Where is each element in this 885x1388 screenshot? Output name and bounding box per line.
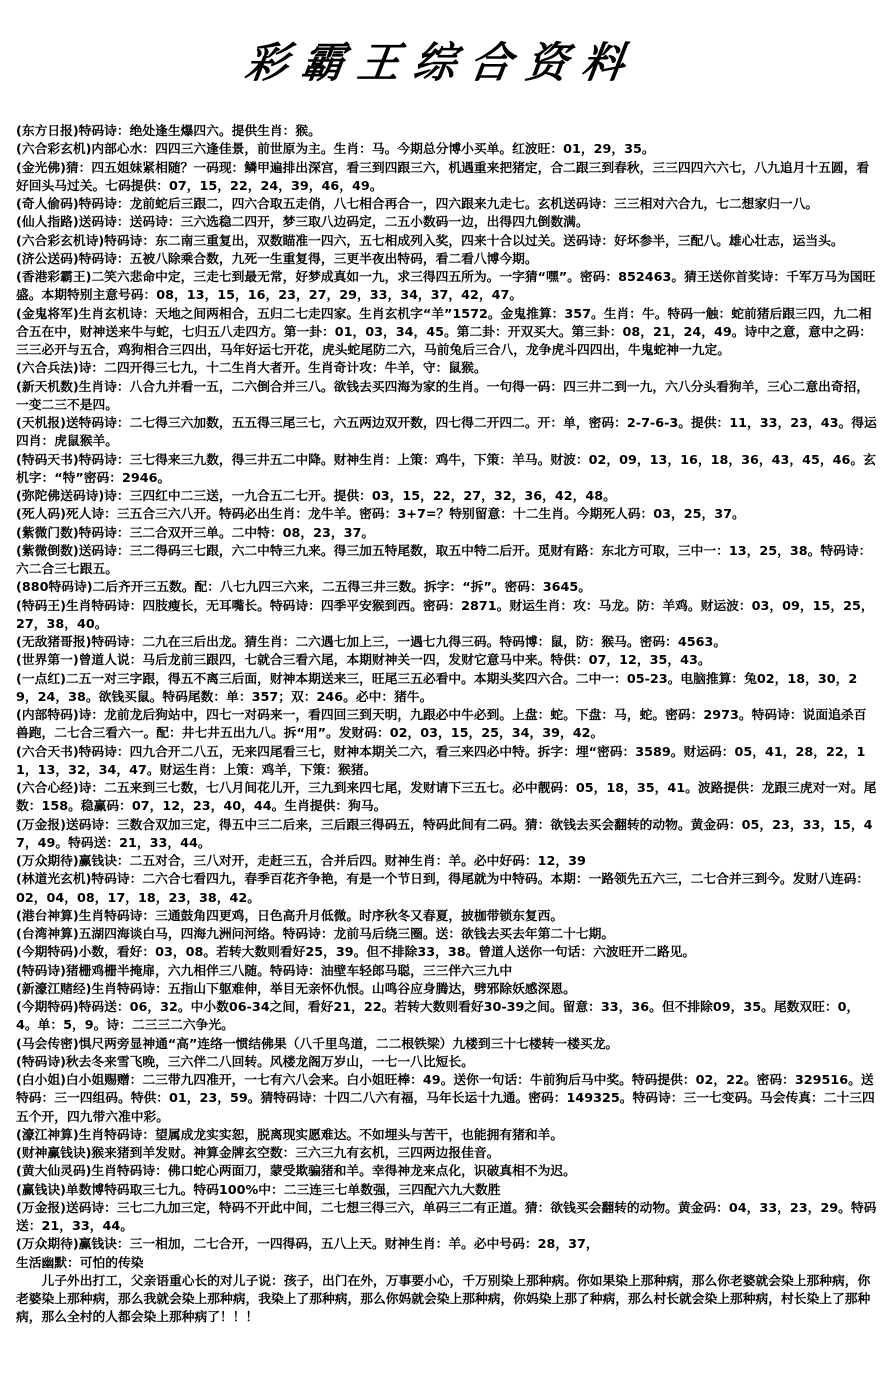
entry-item: (黄大仙灵码)生肖特码诗：佛口蛇心两面刀，蒙受欺骗猪和羊。幸得神龙来点化，识破真相不为迟。: [16, 1164, 576, 1180]
story-heading: 生活幽默：可怕的传染: [16, 1255, 144, 1271]
humor-story: [16, 1255, 878, 1328]
entry-item: (死人码)死人诗：三五合三六八开。特码必出生肖：龙牛羊。密码：3+7=？特别留意：十二生肖。今期死人码：03，25，37。: [16, 507, 745, 523]
entry-item: (无敌猪哥报)特码诗：二九在三后出龙。猜生肖：二六遇七加上三，一遇七九得三码。特码博：鼠，防：猴马。密码：4563。: [16, 635, 727, 650]
entry-item: (世界第一)曾道人说：马后龙前三跟四，七就合三看六尾，本期财神关一四，发财它意马中来。特供：07，12，35，43。: [16, 653, 711, 669]
entry-item: (今期特码)小数，看好：03，08。若转大数则看好25，39。但不排除33，38。曾道人送你一句话：六波旺开二路见。: [16, 945, 696, 961]
entry-item: (濠江神算)生肖特码诗：望属成龙实实恕，脱离现实愿难达。不如埋头与苦干，也能拥有猪和羊。: [16, 1127, 564, 1143]
entry-item: (弥陀佛送码诗)诗：三四红中二三送，一九合五二七开。提供：03，15，22，27，32，36，42，48。: [16, 489, 616, 504]
entry-item: (港台神算)生肖特码诗：三通鼓角四更鸡，日色高升月低微。时序秋冬又春夏，披枷带锁东复西。: [16, 908, 564, 924]
entry-item: (香港彩霸王)二笑六悲命中定，三走七到最无常，好梦成真如一九，求三得四五所为。一字猜“嘿”。密码：852463。猜王送你首奖诗：千军万马为国旺盛。本期特别主意号码：08，13，15，16，23，27，29，33，34，37，42，47。: [16, 270, 876, 304]
entry-item: (紫微门数)特码诗：三二合双开三单。二中特：08，23，37。: [16, 525, 375, 541]
entry-list: [16, 123, 878, 1255]
entry-item: (金鬼将军)生肖玄机诗：天地之间两相合，五归二七走四家。生肖玄机字“羊”1572。金鬼推算：357。生肖：牛。特码一触：蛇前猪后跟三四，九二相合五在中，财神送来牛与蛇，七归五八走四方。第一卦：01，03，34，45。第二卦：开双买大。第三卦：08，21，24，49。诗中之意，意中之码：三三必开与五合，鸡狗相合三四出，马年好运七开花，虎头蛇尾防二六，马前兔后三合八，龙争虎斗四四出，牛鬼蛇神一九定。: [16, 306, 872, 358]
entry-item: (六合天书)特码诗：四九合开二八五，无来四尾看三七，财神本期关二六，看三来四必中特。拆字：埋“密码：3589。财运码：05，41，28，22，11，13，32，34，47。财运生肖：上策：鸡羊，下策：猴猪。: [16, 744, 866, 778]
entry-item: (财神赢钱诀)猴来猪到羊发财。神算金牌玄空数：三六三九有玄机，三四两边报佳音。: [16, 1146, 500, 1161]
entry-item: (特码诗)秋去冬来雪飞晚，三六伴二八回转。风楼龙阁万岁山，一七一八比短长。: [16, 1054, 474, 1070]
entry-item: (内部特码)诗：龙前龙后狗站中，四七一对码来一，看四回三到天明，九跟必中牛必到。上盘：蛇。下盘：马，蛇。密码：2973。特码诗：说面追杀百兽跑，二七合三看六一。配：井七井五出九八。拆“用”。发财码：02，03，15，25，34，39，42。: [16, 708, 867, 742]
entry-item: (万金报)送码诗：三数合双加三定，得五中三二后来，三后跟三得码五，特码此间有二码。猜：欲钱去买会翻转的动物。黄金码：05，23，33，15，47，49。特码送：21，33，44。: [16, 817, 873, 851]
entry-item: (特码天书)特码诗：三七得来三九数，得三井五二中降。财神生肖：上策：鸡牛，下策：羊马。财波：02，09，13，16，18，36，43，45，46。玄机字：“特”密码：2946。: [16, 452, 876, 486]
entry-item: (特码王)生肖特码诗：四肢瘦长，无耳嘴长。特码诗：四季平安猴到西。密码：2871。财运生肖：攻：马龙。防：羊鸡。财运波：03，09，15，25，27，38，40。: [16, 598, 874, 632]
entry-item: (林道光玄机)特码诗：二六合七看四九，春季百花齐争艳，有是一个节日到，得尾就为中特码。本期：一路领先五六三，二七合并三到今。发财八连码：02，04，08，17，18，23，38，42。: [16, 872, 870, 906]
entry-item: (新濠江赌经)生肖特码诗：五指山下躯难伸，举目无亲怀仇恨。山鸣谷应身腾达，劈邪除妖感深恩。: [16, 981, 576, 997]
entry-item: (六合心经)诗：二五来到三七数，七八月间花儿开，三九到来四七尾，发财请下三五七。必中靓码：05，18，35，41。波路提供：龙跟三虎对一对。尾数：158。稳赢码：07，12，23，40，44。生肖提供：狗马。: [16, 781, 877, 815]
entry-item: (紫微倒数)送码诗：三二得码三七跟，六二中特三九来。得三加五特尾数，取五中特二后开。觅财有路：东北方可取，三中一：13，25，38。特码诗：六二合三七跟五。: [16, 543, 872, 577]
entry-item: (880特码诗)二后齐开三五数。配：八七九四三六来，二五得三井三数。拆字：“拆”。密码：3645。: [16, 580, 592, 596]
story-body: 儿子外出打工，父亲语重心长的对儿子说：孩子，出门在外，万事要小心，千万别染上那种病。你如果染上那种病，那么你老婆就会染上那种病，你老婆染上那种病，那么我就会染上那种病，我染上了那种病，那么你妈就会染上那种病，你妈染上那了种病，那么村长就会染上那种病，村长染上了那种病，那么全村的人都会染上那种病了！！！: [16, 1273, 871, 1326]
entry-item: (东方日报)特码诗：绝处逢生爆四六。提供生肖：猴。: [16, 124, 321, 139]
entry-item: (今期特码)特码送：06，32。中小数06-34之间，看好21，22。若转大数则看好30-39之间。留意：33，36。但不排除09，35。尾数双旺：0，4。单：5，9。诗：二三三二六争光。: [16, 1000, 860, 1034]
entry-item: (天机报)送特码诗：二七得三六加数，五五得三尾三七，六五两边双开数，四七得二开四二。开：单，密码：2-7-6-3。提供：11，33，23，43。得运四肖：虎鼠猴羊。: [16, 416, 877, 450]
entry-item: (新天机数)生肖诗：八合九并看一五，二六倒合并三八。欲钱去买四海为家的生肖。一句得一码：四三井二到一九，六八分头看狗羊，三心二意出奇招，一变二三不是四。: [16, 379, 870, 413]
entry-item: (金光佛)猜：四五姐妹紧相随？一码现：鳞甲遍排出深宫，看三到四跟三六，机遇重来把猪定，合二跟三到春秋，三三四四六六七，八九追月十五圆，看好回头马过关。七码提供：07，15，22，24，39，46，49。: [16, 160, 870, 194]
entry-item: (六合彩玄机诗)特码诗：东二南三重复出，双数瞄准一四六，五七相成列入奖，四来十合以过关。送码诗：好坏参半，三配八。雄心壮志，运当头。: [16, 233, 844, 249]
entry-item: (台湾神算)五湖四海谈白马，四海九洲问河络。特码诗：龙前马后绕三圈。送：欲钱去买去年第二十七期。: [16, 927, 615, 942]
entry-item: (赢钱诀)单数博特码取三七九。特码100%中：二三连三七单数强，三四配六九大数胜: [16, 1182, 501, 1198]
entry-item: (特码诗)猪栅鸡栅半掩扉，六九相伴三八随。特码诗：油壁车轻郎马聪，三三伴六三九中: [16, 963, 513, 979]
entry-item: (济公送码)特码诗：五被八除乘合数，九死一生重复得，三更半夜出特码，看二看八博今期。: [16, 251, 538, 267]
entry-item: (万众期待)赢钱诀：二五对合，三八对开，走赶三五，合并后四。财神生肖：羊。必中好码：12，39: [16, 854, 586, 869]
entry-item: (一点红)二五一对三字跟，得五不离三后面，财神本期送来三，旺尾三五必看中。本期头奖四六合。二中一：05-23。电脑推算：兔02，18，30，29，24，38。欲钱买鼠。特码尾数：单：357；双：246。必中：猪牛。: [16, 671, 858, 705]
entry-item: (万金报)送码诗：三七二九加三定，特码不开此中间，二七想三得三六，单码三二有正道。猜：欲钱买会翻转的动物。黄金码：04，33，23，29。特码送：21，33，44。: [16, 1200, 877, 1234]
document-body: [16, 123, 878, 1328]
entry-item: (马会传密)惧尺两旁显神通“高”连络一惯结佛果（八千里鸟道，二二根铁梁）九楼到三十七楼转一楼买龙。: [16, 1036, 619, 1052]
entry-item: (白小姐)白小姐赐赠：二三带九四准开，一七有六八会来。白小姐旺棒：49。送你一句话：牛前狗后马中奖。特码提供：02，22。密码：329516。送特码：三一四组码。特供：01，23，59。猜特码诗：十四二八六有福，马年长运十九通。密码：149325。特码诗：三一七变码。马会传真：二十三四五个开，四九带六准中彩。: [16, 1073, 875, 1125]
entry-item: (六合兵法)诗：二四开得三七九，十二生肖大者开。生肖奇计攻：牛羊，守：鼠猴。: [16, 361, 487, 377]
entry-item: (奇人偷码)特码诗：龙前蛇后三跟二，四六合取五走俏，八七相合再合一，四六跟来九走七。玄机送码诗：三三相对六合九，七二想家归一八。: [16, 197, 819, 212]
entry-item: (万众期待)赢钱诀：三一相加，二七合开，一四得码，五八上天。财神生肖：羊。必中号码：28，37，: [16, 1237, 599, 1253]
entry-item: (仙人指路)送码诗：送码诗：三六选稳二四开，梦三取八边码定，二五小数码一边，出得四九倒数满。: [16, 215, 589, 231]
entry-item: (六合彩玄机)内部心水：四四三六逢佳景，前世原为主。生肖：马。今期总分博小买单。红波旺：01，29，35。: [16, 142, 655, 158]
page-title: 彩霸王综合资料: [242, 38, 642, 87]
